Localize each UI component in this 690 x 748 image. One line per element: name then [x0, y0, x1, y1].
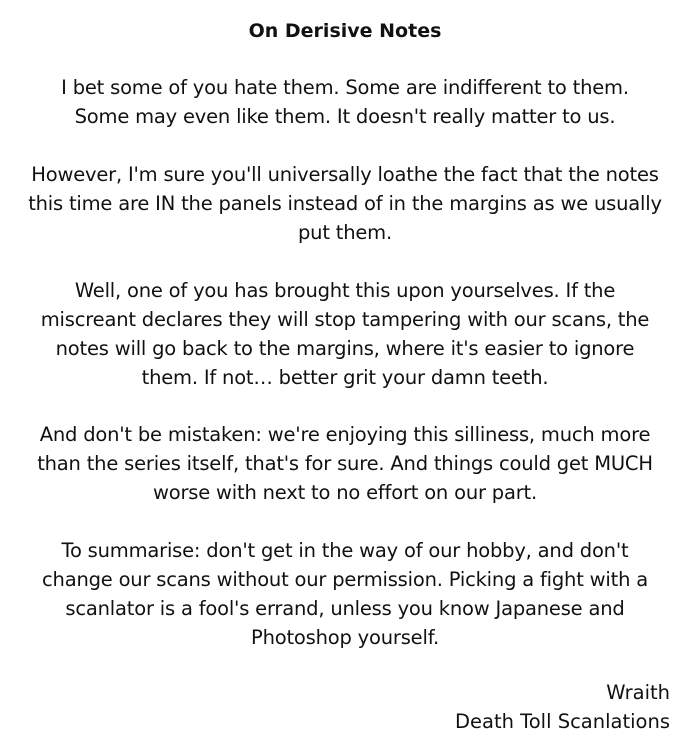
paragraph-3	[14, 276, 676, 392]
paragraph-line: However, I'm sure you'll universally loathe the fact that the notes	[31, 163, 659, 186]
paragraph-line: this time are IN the panels instead of in the margins as we usually	[28, 192, 662, 215]
paragraph-line: worse with next to no effort on our part.	[153, 481, 537, 504]
paragraph-5	[14, 536, 676, 652]
paragraph-2	[14, 160, 676, 247]
paragraph-line: than the series itself, that's for sure. And things could get MUCH	[37, 452, 653, 475]
paragraph-line: notes will go back to the margins, where it's easier to ignore	[55, 337, 635, 360]
paragraph-line: And don't be mistaken: we're enjoying this silliness, much more	[39, 423, 651, 446]
paragraph-line: Well, one of you has brought this upon yourselves. If the	[74, 279, 616, 302]
paragraph-line: miscreant declares they will stop tampering with our scans, the	[40, 308, 650, 331]
paragraph-line: put them.	[298, 221, 392, 244]
page-title: On Derisive Notes	[248, 20, 442, 42]
paragraph-4	[14, 420, 676, 507]
signature-name: Wraith	[606, 681, 670, 704]
paragraph-1	[14, 73, 676, 131]
paragraph-line: I bet some of you hate them. Some are indifferent to them.	[61, 76, 629, 99]
paragraph-line: change our scans without our permission. Picking a fight with a	[42, 568, 648, 591]
paragraph-line: Photoshop yourself.	[251, 626, 439, 649]
signature	[455, 678, 670, 736]
paragraph-line: To summarise: don't get in the way of our hobby, and don't	[61, 539, 629, 562]
paragraph-line: Some may even like them. It doesn't really matter to us.	[74, 105, 616, 128]
paragraph-line: scanlator is a fool's errand, unless you know Japanese and	[65, 597, 625, 620]
signature-group: Death Toll Scanlations	[454, 710, 670, 733]
paragraph-line: them. If not… better grit your damn teeth.	[141, 366, 549, 389]
